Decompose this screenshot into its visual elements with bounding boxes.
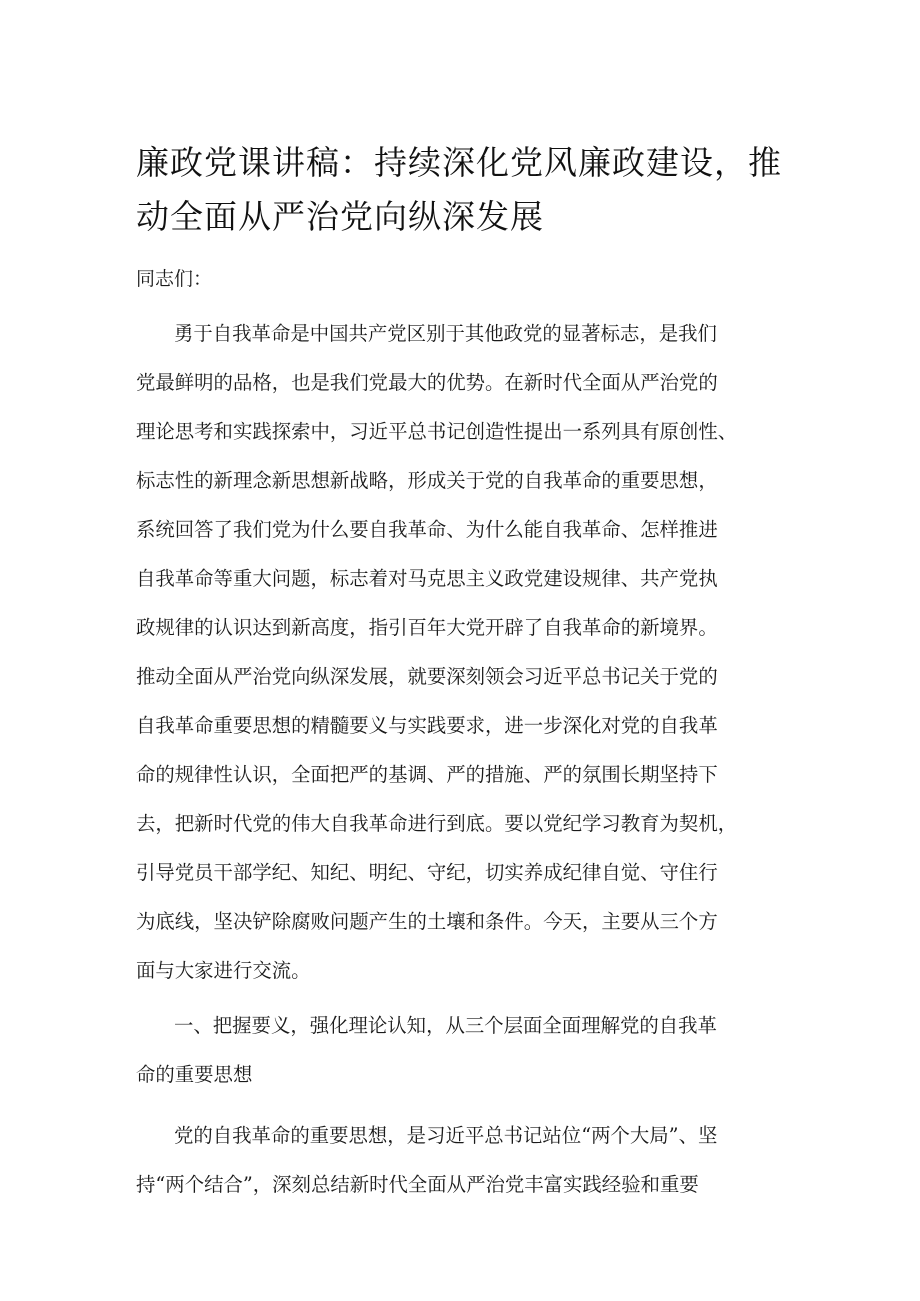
paragraph-line: 系统回答了我们党为什么要自我革命、为什么能自我革命、怎样推进 bbox=[136, 518, 718, 541]
document-title bbox=[136, 136, 786, 244]
title-line: 动全面从严治党向纵深发展 bbox=[136, 197, 544, 236]
paragraph-line: 持“两个结合”，深刻总结新时代全面从严治党丰富实践经验和重要 bbox=[136, 1173, 699, 1196]
intro-paragraph bbox=[136, 309, 790, 995]
paragraph-line: 勇于自我革命是中国共产党区别于其他政党的显著标志，是我们 bbox=[174, 322, 717, 345]
section-heading-1 bbox=[136, 1001, 790, 1099]
paragraph-line: 引导党员干部学纪、知纪、明纪、守纪，切实养成纪律自觉、守住行 bbox=[136, 861, 718, 884]
paragraph-line: 理论思考和实践探索中，习近平总书记创造性提出一系列具有原创性、 bbox=[136, 420, 738, 443]
paragraph-line: 去，把新时代党的伟大自我革命进行到底。要以党纪学习教育为契机， bbox=[136, 812, 738, 835]
paragraph-line: 自我革命重要思想的精髓要义与实践要求，进一步深化对党的自我革 bbox=[136, 714, 718, 737]
greeting: 同志们： bbox=[136, 268, 213, 290]
paragraph-line: 党最鲜明的品格，也是我们党最大的优势。在新时代全面从严治党的 bbox=[136, 371, 718, 394]
paragraph-line: 推动全面从严治党向纵深发展，就要深刻领会习近平总书记关于党的 bbox=[136, 665, 718, 688]
paragraph-line: 为底线，坚决铲除腐败问题产生的土壤和条件。今天，主要从三个方 bbox=[136, 910, 718, 933]
paragraph-line: 政规律的认识达到新高度，指引百年大党开辟了自我革命的新境界。 bbox=[136, 616, 718, 639]
paragraph-line: 标志性的新理念新思想新战略，形成关于党的自我革命的重要思想， bbox=[136, 469, 718, 492]
heading-line: 命的重要思想 bbox=[136, 1063, 253, 1086]
paragraph-line: 自我革命等重大问题，标志着对马克思主义政党建设规律、共产党执 bbox=[136, 567, 718, 590]
paragraph-line: 党的自我革命的重要思想，是习近平总书记站位“两个大局”、坚 bbox=[174, 1124, 718, 1147]
body-paragraph bbox=[136, 1111, 790, 1209]
paragraph-line: 面与大家进行交流。 bbox=[136, 959, 311, 982]
heading-line: 一、把握要义，强化理论认知，从三个层面全面理解党的自我革 bbox=[174, 1014, 717, 1037]
title-line: 廉政党课讲稿：持续深化党风廉政建设，推 bbox=[136, 143, 782, 182]
paragraph-line: 命的规律性认识，全面把严的基调、严的措施、严的氛围长期坚持下 bbox=[136, 763, 718, 786]
